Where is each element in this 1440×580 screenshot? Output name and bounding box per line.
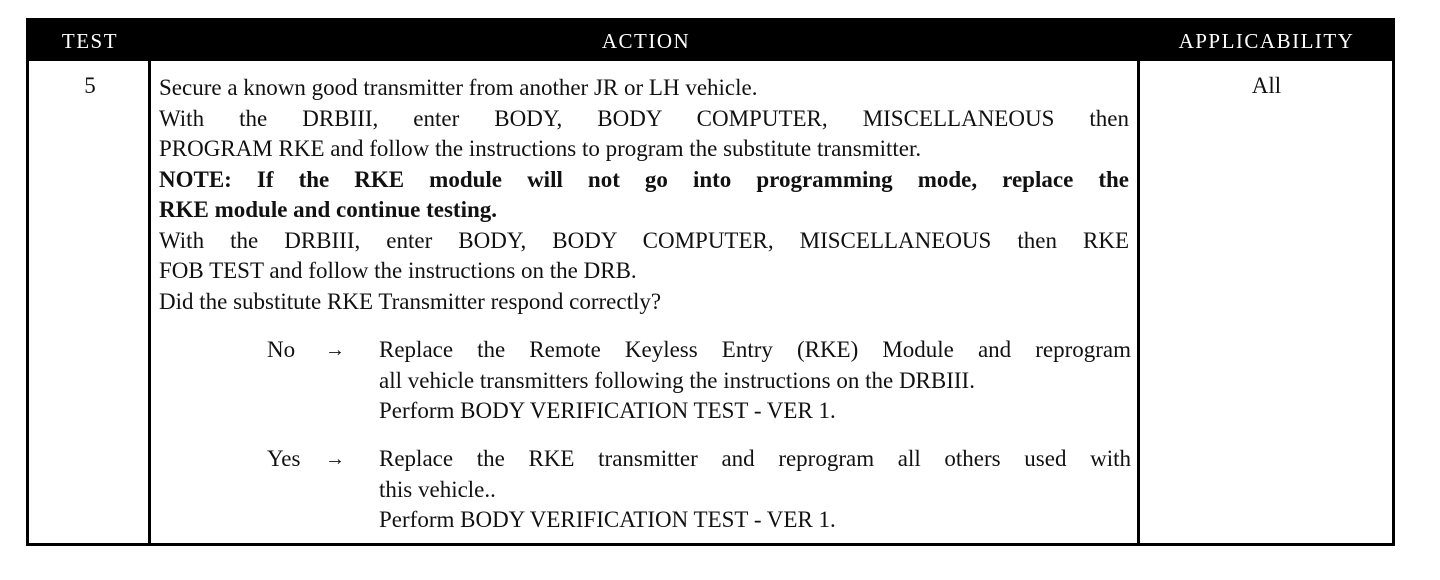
action-line: FOB TEST and follow the instructions on the DRB. [159,258,637,283]
header-test: TEST [61,29,119,53]
action-line: With the DRBIII, enter BODY, BODY COMPUTER, MISCELLANEOUS then [159,105,1129,131]
arrow-icon: → [325,339,345,361]
column-divider [1137,61,1140,543]
arrow-icon: → [325,448,345,470]
question-line: Did the substitute RKE Transmitter respond correctly? [159,288,662,314]
note-line: NOTE: If the RKE module will not go into programming mode, replace the [159,166,1129,192]
branch-no [159,335,1129,427]
branch-line: Replace the RKE transmitter and reprogram all others used with [379,446,1131,471]
branch-line: Replace the Remote Keyless Entry (RKE) Module and reprogram [379,337,1131,362]
action-line: Secure a known good transmitter from another JR or LH vehicle. [159,75,758,100]
diagnostic-test-table [26,18,1395,546]
note-line: RKE module and continue testing. [159,197,498,222]
action-line: PROGRAM RKE and follow the instructions to program the substitute transmitter. [159,136,922,161]
branch-instructions [379,444,1131,536]
header-applicability: APPLICABILITY [1178,29,1355,53]
answer-label: Yes [267,446,301,471]
applicability-value: All [1251,73,1282,98]
table-header [29,21,1392,61]
column-divider [148,61,151,543]
branch-line: Perform BODY VERIFICATION TEST - VER 1. [379,507,836,532]
branch-line: all vehicle transmitters following the instructions on the DRBIII. [379,367,975,393]
header-action: ACTION [601,29,691,53]
test-number: 5 [84,73,96,98]
answer-label: No [267,337,296,362]
branch-instructions [379,335,1131,427]
action-line: With the DRBIII, enter BODY, BODY COMPUTER, MISCELLANEOUS then RKE [159,227,1129,253]
branch-yes [159,444,1129,536]
branch-line: this vehicle.. [379,476,496,502]
branch-line: Perform BODY VERIFICATION TEST - VER 1. [379,398,836,423]
action-cell [159,73,1129,536]
